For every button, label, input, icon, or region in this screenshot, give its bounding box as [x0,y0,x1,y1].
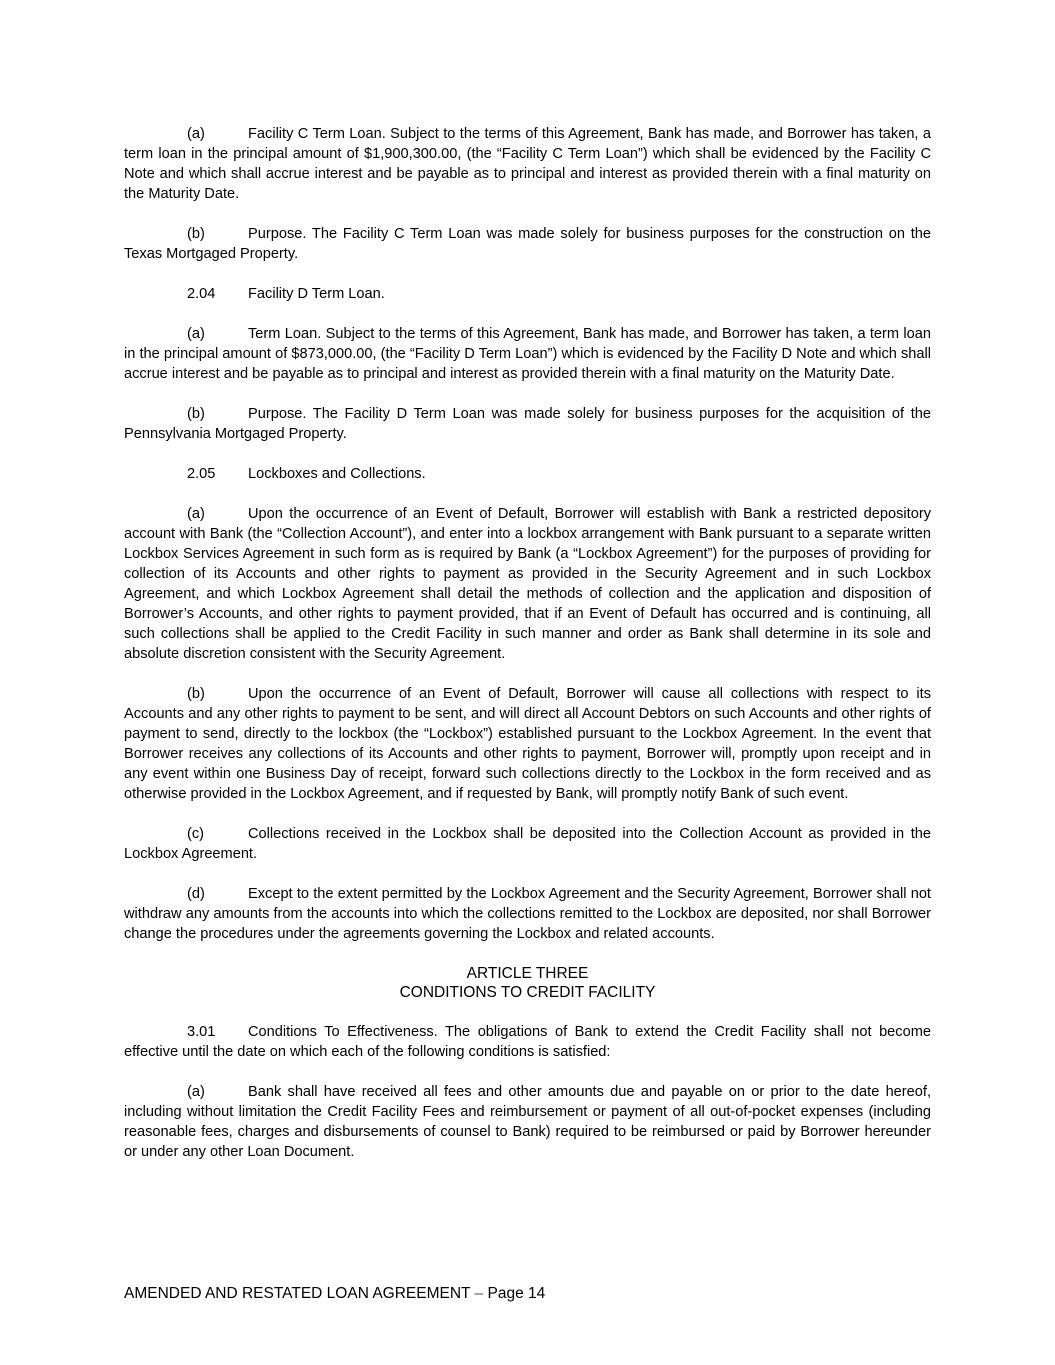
paragraph-text: Collections received in the Lockbox shall be deposited into the Collection Account as provided in the Lockbox Agreement. [124,826,931,862]
section-2-04-a [124,324,931,384]
paragraph-text: Subject to the terms of this Agreement, Bank has made, and Borrower has taken, a term loan in the principal amount of $1,900,300.00, (the “Facility C Term Loan”) which shall be evidenced by the Facility C Note and which shall accrue interest and be payable as to principal and interest as provided therein with a final maturity on the Maturity Date. [124,126,931,202]
paragraph-text: Except to the extent permitted by the Lockbox Agreement and the Security Agreement, Borrower shall not withdraw any amounts from the accounts into which the collections remitted to the Lockbox are deposited, nor shall Borrower change the procedures under the agreements governing the Lockbox and related accounts. [124,886,931,942]
article-number: ARTICLE THREE [466,965,589,982]
paragraph-text: Subject to the terms of this Agreement, Bank has made, and Borrower has taken, a term loan in the principal amount of $873,000.00, (the “Facility D Term Loan”) which is evidenced by the Facility D Note and which shall accrue interest and be payable as to principal and interest as provided therein with a final maturity on the Maturity Date. [124,326,931,382]
paragraph-text: Upon the occurrence of an Event of Default, Borrower will cause all collections with respect to its Accounts and any other rights to payment to be sent, and will direct all Account Debtors on such Accounts and other rights of payment to send, directly to the lockbox (the “Lockbox”) established pursuant to the Lockbox Agreement. In the event that Borrower receives any collections of its Accounts and other rights to payment, Borrower will, promptly upon receipt and in any event within one Business Day of receipt, forward such collections directly to the Lockbox in the form received and as otherwise provided in the Lockbox Agreement, and if requested by Bank, will promptly notify Bank of such event. [124,686,931,802]
paragraph-label: (a) [187,1084,205,1100]
section-2-05-a [124,504,931,664]
paragraph-text: Bank shall have received all fees and other amounts due and payable on or prior to the date hereof, including without limitation the Credit Facility Fees and reimbursement or payment of all out-of-pocket expenses (including reasonable fees, charges and disbursements of counsel to Bank) required to be reimbursed or paid by Borrower hereunder or under any other Loan Document. [124,1084,931,1160]
page-footer [124,1284,545,1304]
section-2-05-c [124,824,931,864]
paragraph-label: (a) [187,506,205,522]
paragraph-label: (b) [187,406,205,422]
footer-title: AMENDED AND RESTATED LOAN AGREEMENT [124,1285,471,1302]
section-number: 2.05 [187,466,216,482]
section-2-03-b [124,224,931,264]
paragraph-text: The Facility D Term Loan was made solely for business purposes for the acquisition of the Pennsylvania Mortgaged Property. [124,406,931,442]
article-title: CONDITIONS TO CREDIT FACILITY [399,984,656,1001]
paragraph-label: (b) [187,226,205,242]
paragraph-label: (b) [187,686,205,702]
section-2-05-heading [124,464,931,484]
section-title: Facility D Term Loan. [248,286,385,302]
paragraph-text: The Facility C Term Loan was made solely for business purposes for the construction on the Texas Mortgaged Property. [124,226,931,262]
section-2-04-b [124,404,931,444]
paragraph-text: The obligations of Bank to extend the Credit Facility shall not become effective until the date on which each of the following conditions is satisfied: [124,1024,931,1060]
paragraph-label: (d) [187,886,205,902]
section-3-01 [124,1022,931,1062]
paragraph-title: Facility C Term Loan. [248,126,386,142]
section-2-03-a [124,124,931,204]
paragraph-label: (c) [187,826,205,842]
section-title: Lockboxes and Collections. [248,466,426,482]
section-2-05-b [124,684,931,804]
section-title: Conditions To Effectiveness. [248,1024,438,1040]
paragraph-text: Upon the occurrence of an Event of Default, Borrower will establish with Bank a restricted depository account with Bank (the “Collection Account”), and enter into a lockbox arrangement with Bank pursuant to a separate written Lockbox Services Agreement in such form as is required by Bank (a “Lockbox Agreement”) for the purposes of providing for collection of its Accounts and other rights to payment as provided in the Security Agreement and in such Lockbox Agreement, and which Lockbox Agreement shall detail the methods of collection and the application and disposition of Borrower’s Accounts, and other rights to payment provided, that if an Event of Default has occurred and is continuing, all such collections shall be applied to the Credit Facility in such manner and order as Bank shall determine in its sole and absolute discretion consistent with the Security Agreement. [124,506,931,662]
paragraph-label: (a) [187,126,205,142]
page-number: Page 14 [487,1285,546,1302]
paragraph-label: (a) [187,326,205,342]
section-2-05-d [124,884,931,944]
footer-separator: – [474,1285,484,1302]
section-number: 3.01 [187,1024,216,1040]
section-3-01-a [124,1082,931,1162]
section-2-04-heading [124,284,931,304]
section-number: 2.04 [187,286,216,302]
paragraph-title: Purpose. [248,406,307,422]
article-heading [124,964,931,1002]
paragraph-title: Purpose. [248,226,307,242]
document-body [124,124,931,1182]
paragraph-title: Term Loan. [248,326,322,342]
